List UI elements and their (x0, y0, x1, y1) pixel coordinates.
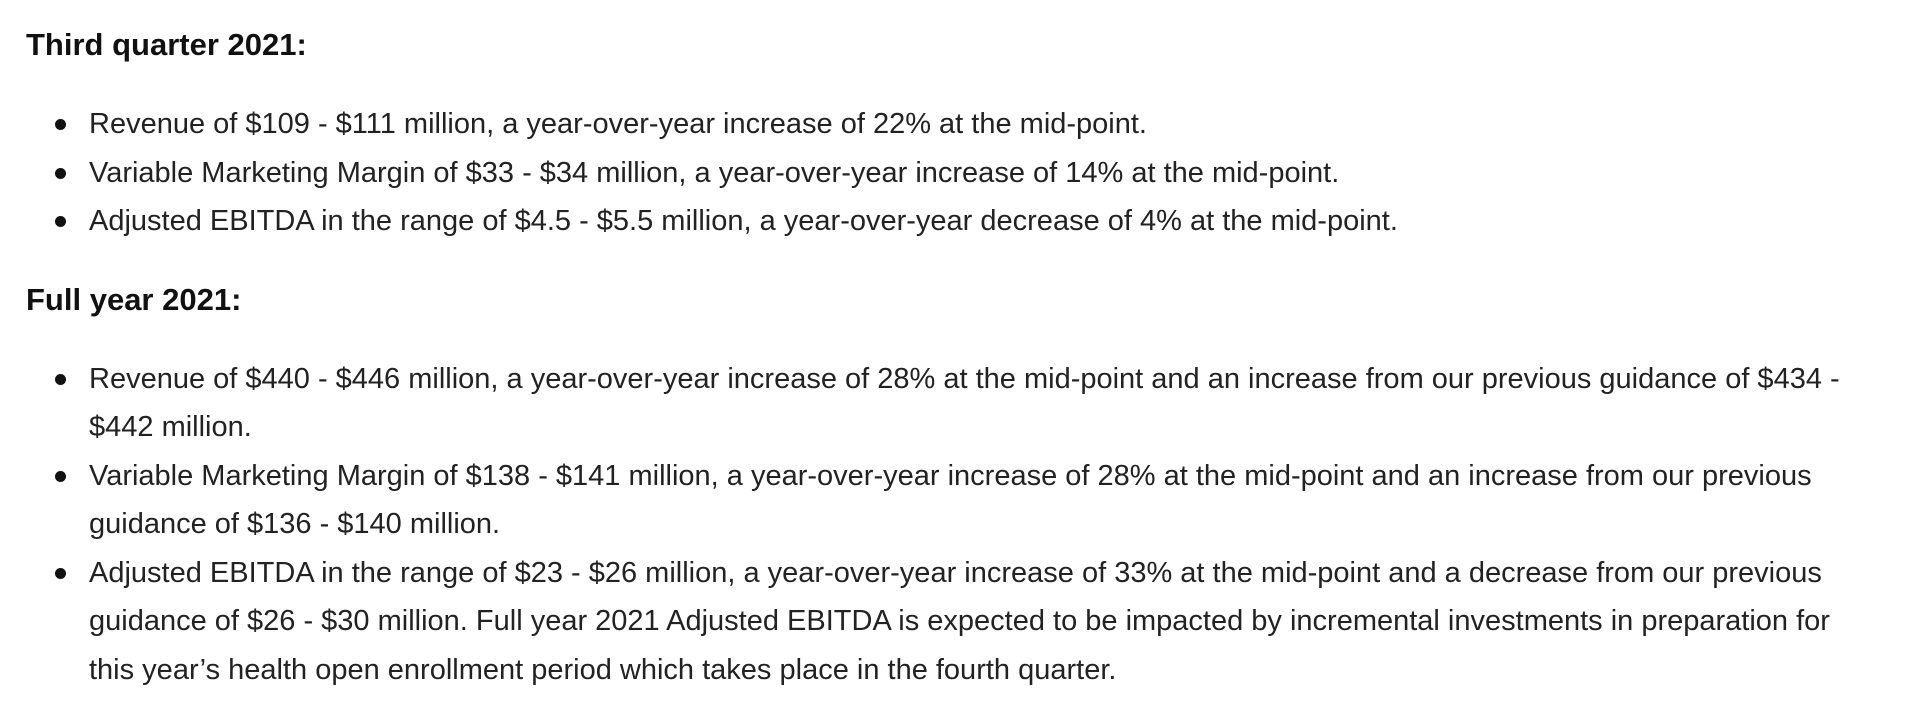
bullet-icon (55, 471, 66, 482)
list-item (26, 149, 1856, 198)
list-item (26, 355, 1856, 452)
list-item-text: Adjusted EBITDA in the range of $4.5 - $5.5 million, a year-over-year decrease of 4% at the mid-point. (89, 205, 1398, 237)
bullet-icon (55, 374, 66, 385)
list-item (26, 452, 1856, 549)
list-item-text: Adjusted EBITDA in the range of $23 - $26 million, a year-over-year increase of 33% at the mid-point and a decrease from our previous guidance of $26 - $30 million. Full year 2021 Adjusted EBITDA is expected to be impacted by incremental investments in preparation for this year’s health open enrollment period which takes place in the fourth quarter. (89, 556, 1830, 686)
full-year-list (26, 355, 1892, 695)
list-item-text: Variable Marketing Margin of $33 - $34 million, a year-over-year increase of 14% at the mid-point. (89, 156, 1340, 189)
bullet-icon (55, 119, 66, 130)
list-item (26, 197, 1856, 246)
list-item-text: Revenue of $109 - $111 million, a year-over-year increase of 22% at the mid-point. (89, 108, 1147, 140)
third-quarter-list (26, 100, 1892, 246)
list-item-text: Revenue of $440 - $446 million, a year-over-year increase of 28% at the mid-point and an increase from our previous guidance of $434 - $442 million. (89, 362, 1840, 443)
section-heading-third-quarter: Third quarter 2021: (26, 27, 307, 62)
bullet-icon (55, 216, 66, 227)
bullet-icon (55, 568, 66, 579)
section-heading-full-year: Full year 2021: (26, 281, 242, 317)
list-item (26, 549, 1856, 695)
bullet-icon (55, 168, 66, 179)
list-item-text: Variable Marketing Margin of $138 - $141 million, a year-over-year increase of 28% at the mid-point and an increase from our previous guidance of $136 - $140 million. (89, 459, 1812, 540)
list-item (26, 100, 1856, 149)
